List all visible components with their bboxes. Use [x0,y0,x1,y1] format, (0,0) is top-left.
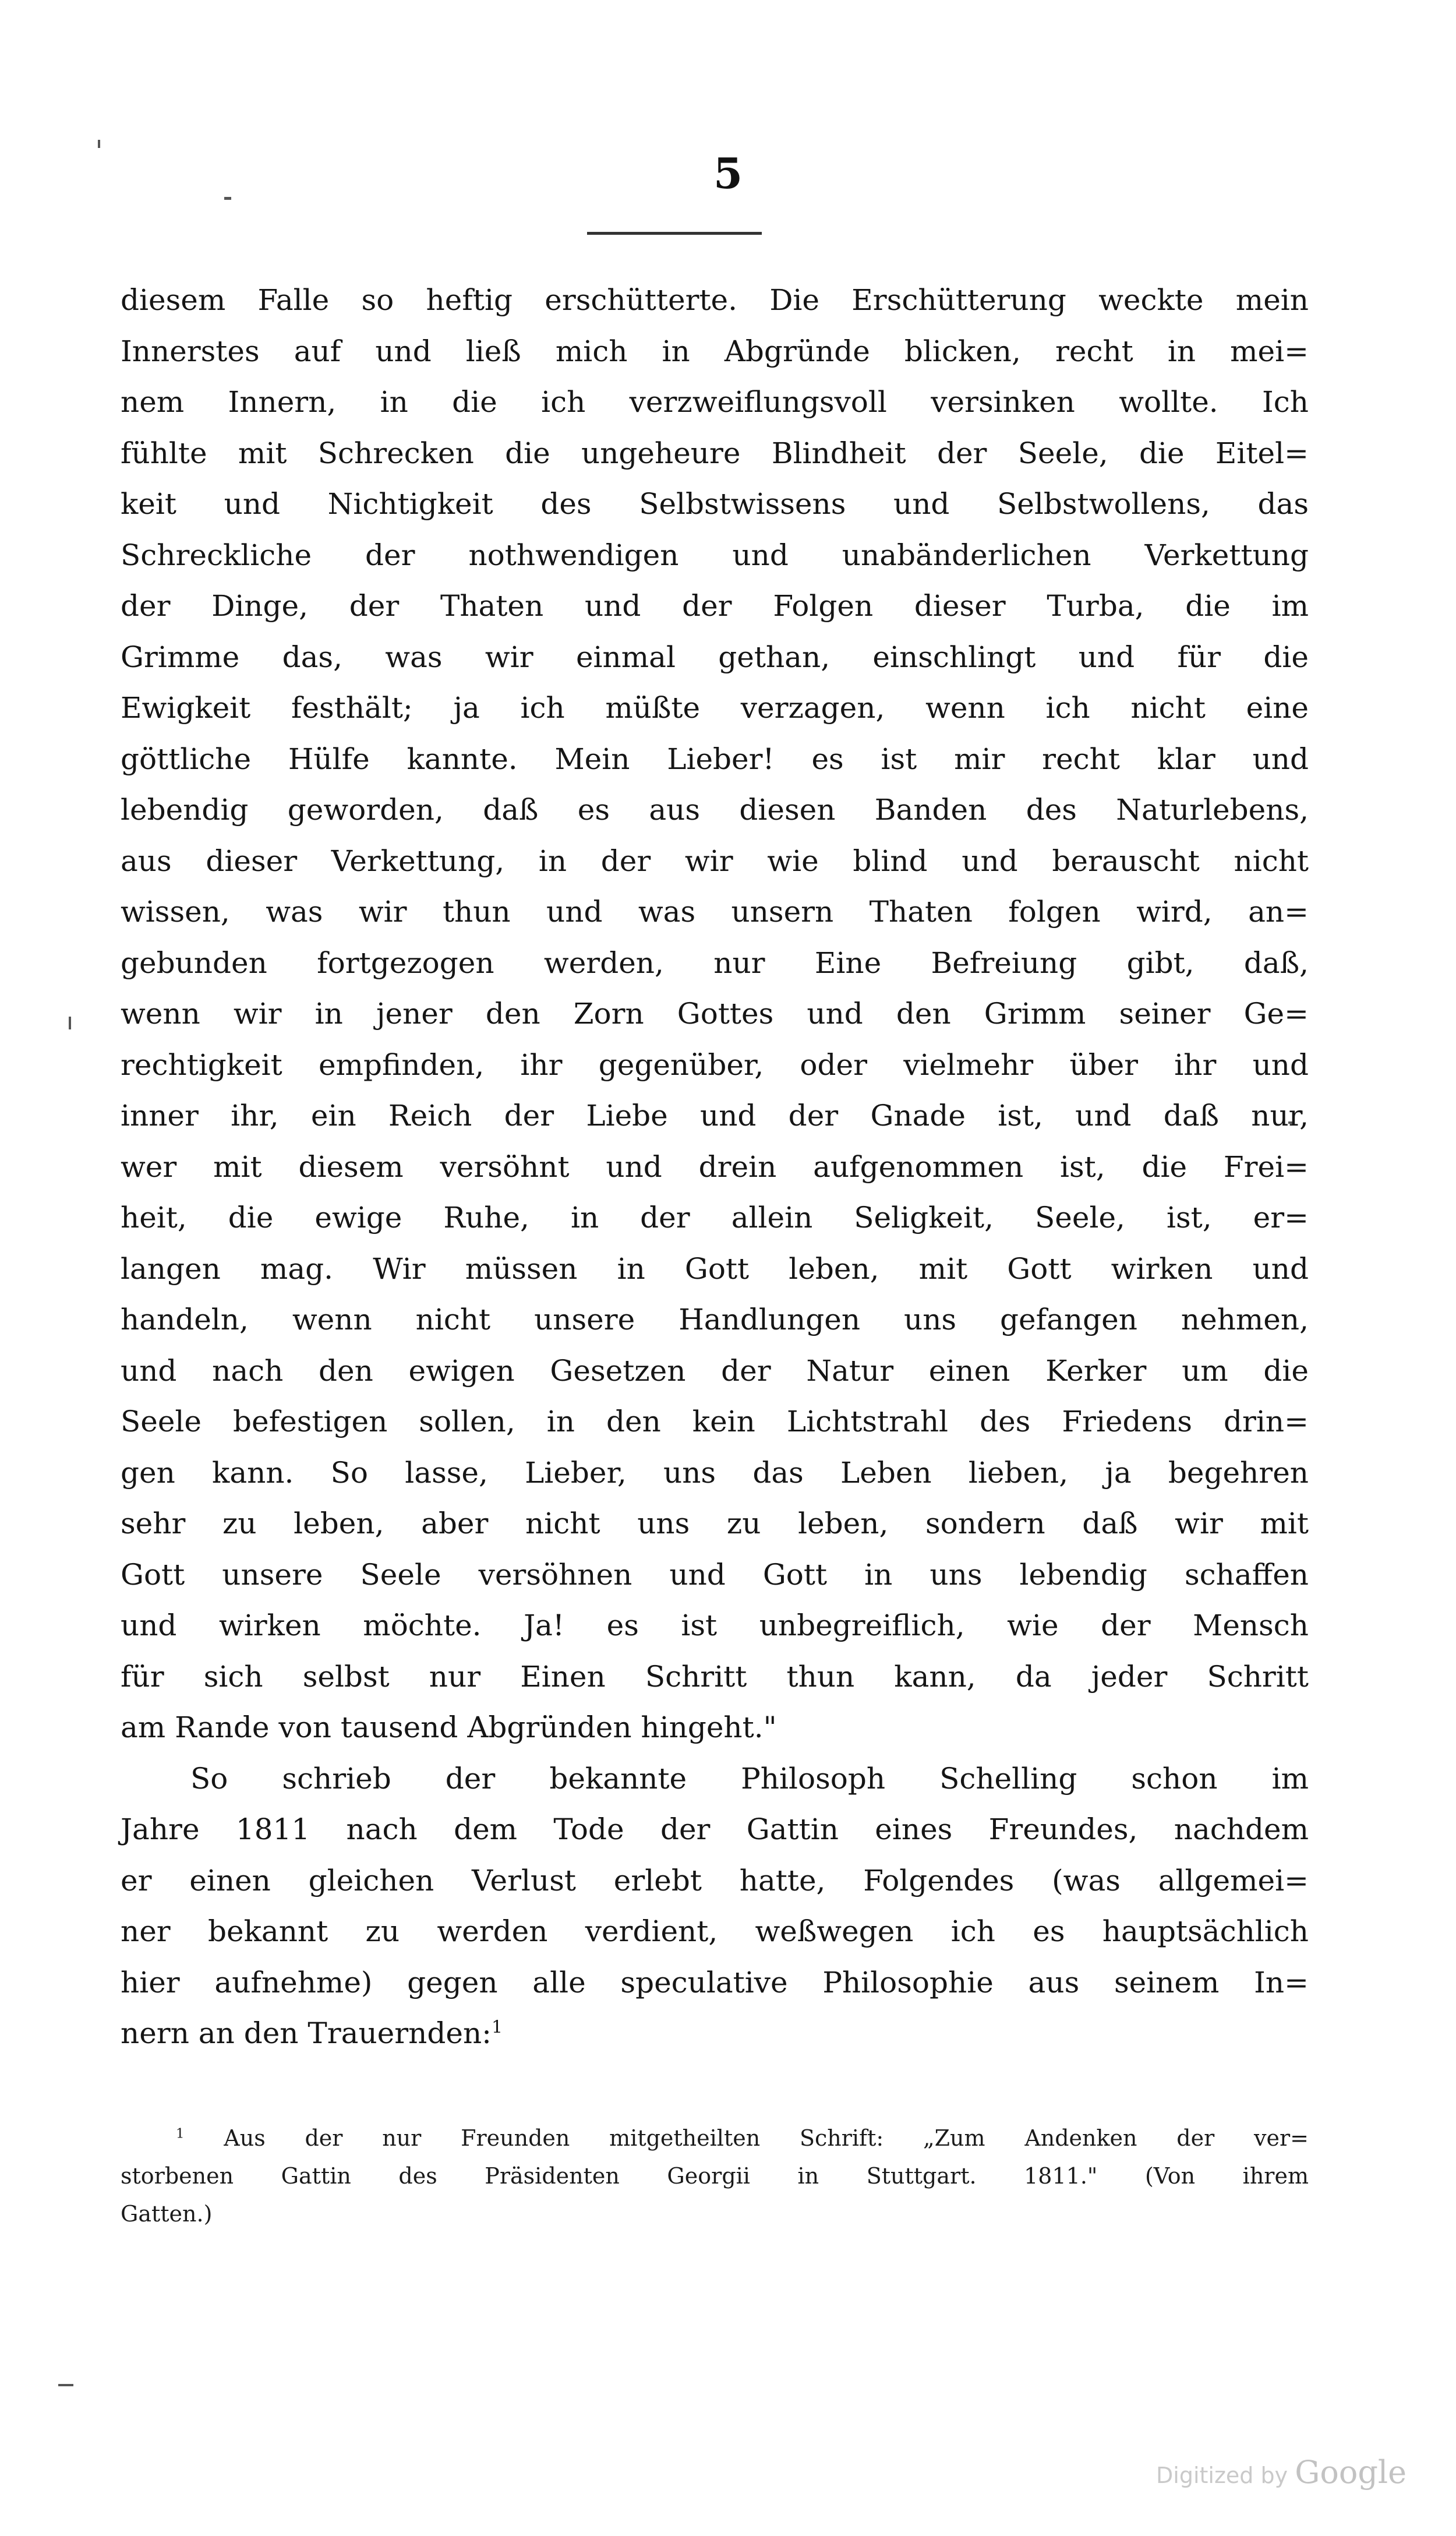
text-line: keit und Nichtigkeit des Selbstwissens und Selbstwollens, das [121,487,1309,521]
page-number: 5 [713,149,743,198]
text-line: lebendig geworden, daß es aus diesen Banden des Naturlebens, [121,793,1309,827]
text-line: sehr zu leben, aber nicht uns zu leben, sondern daß wir mit [121,1507,1309,1540]
text-line [121,2008,1309,2059]
text-line: heit, die ewige Ruhe, in der allein Seligkeit, Seele, ist, er= [121,1201,1309,1235]
text-line: Seele befestigen sollen, in den kein Lichtstrahl des Friedens drin= [121,1405,1309,1438]
header-rule [587,232,762,235]
speck-mark [224,197,231,200]
footnote-reference: 1 [492,2017,503,2038]
text-line: Gott unsere Seele versöhnen und Gott in uns lebendig schaffen [121,1557,1309,1592]
text-line: und wirken möchte. Ja! es ist unbegreiflich, wie der Mensch [121,1609,1309,1642]
text-line: Grimme das, was wir einmal gethan, einschlingt und für die [121,640,1309,674]
text-line: göttliche Hülfe kannte. Mein Lieber! es ist mir recht klar und [121,742,1309,776]
text-line: am Rande von tausend Abgründen hingeht." [121,1710,777,1744]
body-text [121,275,1309,2059]
text-line: für sich selbst nur Einen Schritt thun kann, da jeder Schritt [121,1659,1309,1694]
text-line: wer mit diesem versöhnt und drein aufgenommen ist, die Frei= [121,1149,1309,1184]
footnote-line: storbenen Gattin des Präsidenten Georgii in Stuttgart. 1811." (Von ihrem [121,2163,1309,2189]
text-line: wenn wir in jener den Zorn Gottes und den Grimm seiner Ge= [121,997,1309,1031]
speck-mark [58,2384,73,2386]
text-line: er einen gleichen Verlust erlebt hatte, Folgendes (was allgemei= [121,1863,1309,1897]
text-line: So schrieb der bekannte Philosoph Schelling schon im [190,1761,1309,1796]
text-line: diesem Falle so heftig erschütterte. Die Erschütterung weckte mein [121,283,1309,317]
footnote-line-content: Aus der nur Freunden mitgetheilten Schrift: „Zum Andenken der ver= [224,2125,1309,2151]
text-line: der Dinge, der Thaten und der Folgen dieser Turba, die im [121,589,1309,623]
footnote-line [121,2119,1309,2157]
text-line: nem Innern, in die ich verzweiflungsvoll versinken wollte. Ich [121,385,1309,419]
google-wordmark: Google [1295,2454,1407,2491]
text-line: Ewigkeit festhält; ja ich müßte verzagen, wenn ich nicht eine [121,691,1309,725]
text-line: Schreckliche der nothwendigen und unabänderlichen Verkettung [121,538,1309,572]
text-line-content: nern an den Trauernden: [121,2016,492,2050]
text-line: gen kann. So lasse, Lieber, uns das Leben lieben, ja begehren [121,1455,1309,1490]
text-line: gebunden fortgezogen werden, nur Eine Befreiung gibt, daß, [121,946,1309,980]
text-line: Jahre 1811 nach dem Tode der Gattin eines Freundes, nachdem [121,1812,1309,1846]
text-line: ner bekannt zu werden verdient, weßwegen ich es hauptsächlich [121,1914,1309,1948]
speck-mark [98,140,100,148]
text-line: hier aufnehme) gegen alle speculative Philosophie aus seinem In= [121,1965,1309,1999]
text-line: aus dieser Verkettung, in der wir wie blind und berauscht nicht [121,844,1309,878]
footnote-marker: 1 [176,2126,185,2142]
footnote-line: Gatten.) [121,2201,213,2227]
text-line: Innerstes auf und ließ mich in Abgründe blicken, recht in mei= [121,334,1309,368]
text-line: inner ihr, ein Reich der Liebe und der Gnade ist, und daß nur, [121,1099,1309,1133]
text-line: und nach den ewigen Gesetzen der Natur einen Kerker um die [121,1353,1309,1388]
digitized-label: Digitized by [1156,2463,1288,2488]
footnote [121,2119,1309,2233]
text-line: wissen, was wir thun und was unsern Thaten folgen wird, an= [121,895,1309,929]
text-line: fühlte mit Schrecken die ungeheure Blindheit der Seele, die Eitel= [121,436,1309,470]
speck-mark [69,1017,71,1029]
text-line: langen mag. Wir müssen in Gott leben, mit Gott wirken und [121,1251,1309,1286]
digitized-watermark [1156,2454,1406,2491]
text-line: handeln, wenn nicht unsere Handlungen uns gefangen nehmen, [121,1303,1309,1336]
text-line: rechtigkeit empfinden, ihr gegenüber, oder vielmehr über ihr und [121,1047,1309,1082]
